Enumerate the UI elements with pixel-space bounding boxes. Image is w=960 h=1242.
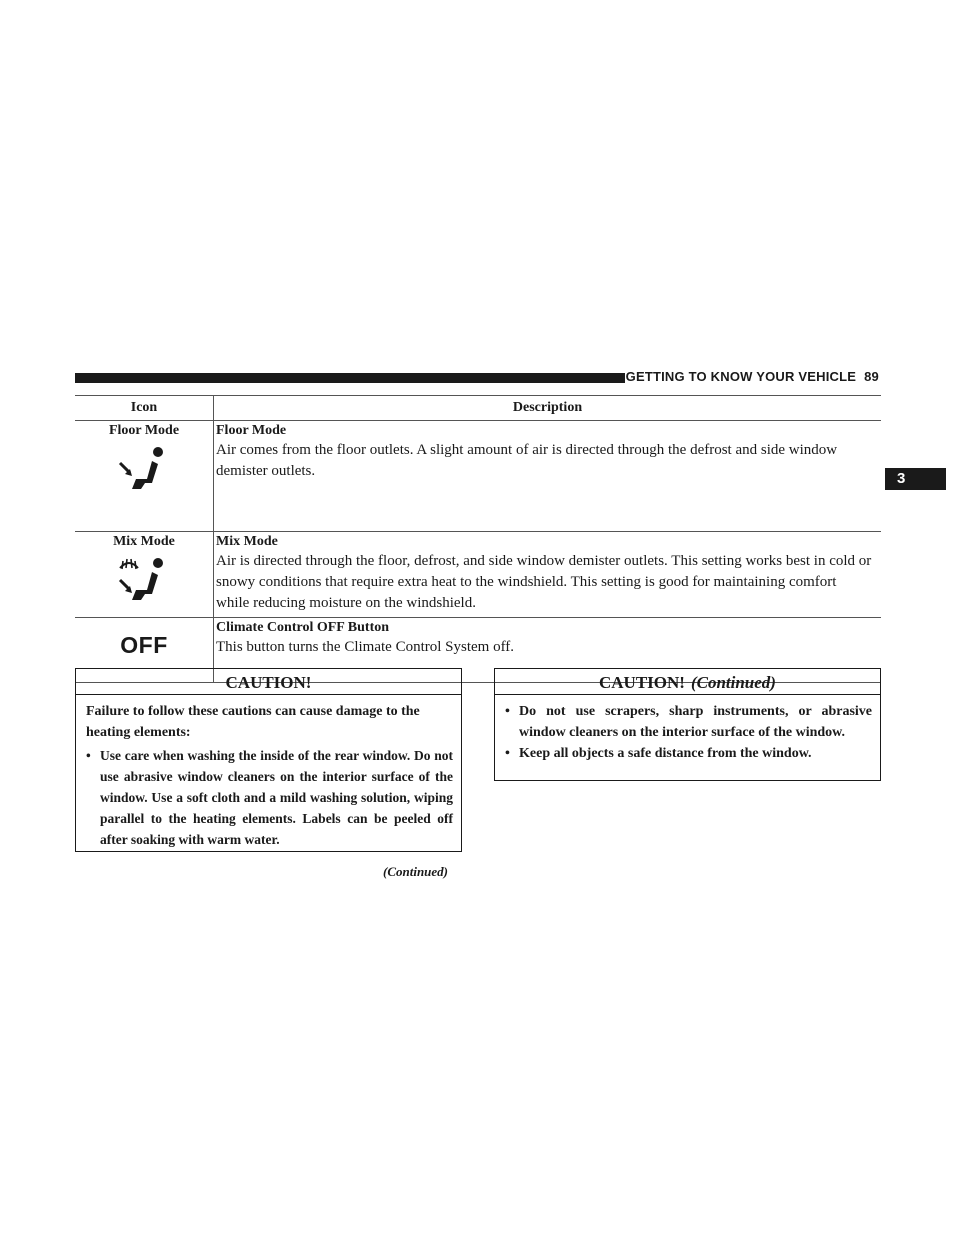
caution-body [76,695,461,858]
caution-bullet: • Keep all objects a safe distance from the window. [505,743,872,764]
caution-title-text: CAUTION! [599,673,685,692]
row-description: This button turns the Climate Control System off. [216,639,515,655]
row-title: Mix Mode [216,534,278,549]
continued-note: (Continued) [383,864,449,879]
caution-title-suffix: (Continued) [690,673,776,692]
page-header [626,369,879,384]
icon-cell [75,532,214,618]
row-description: Air is directed through the floor, defrost, and side window demister outlets. This setting works best in cold or snowy conditions that require extra heat to the windshield. This setting is good for maintaining comfort while reducing moisture on the windshield. [216,553,872,611]
description-cell [214,532,882,618]
page-number: 89 [864,369,879,384]
col-icon-header: Icon [75,396,214,421]
table-row [75,421,881,532]
icon-label: Mix Mode [113,534,175,549]
mix-mode-icon [114,554,174,608]
caution-box-left [75,668,462,852]
caution-body [495,695,880,772]
icon-label: Floor Mode [108,423,180,438]
header-rule [75,373,625,383]
icon-cell [75,421,214,532]
col-description-header: Description [214,396,882,421]
description-cell [214,421,882,532]
off-icon: OFF [120,632,168,658]
section-title: GETTING TO KNOW YOUR VEHICLE [625,369,857,384]
climate-modes-table [75,395,881,683]
row-description: Air comes from the floor outlets. A slight amount of air is directed through the defrost and side window demister outlets. [216,442,838,479]
caution-title [76,669,461,695]
chapter-tab: 3 [885,468,946,490]
caution-bullet: • Do not use scrapers, sharp instruments, or abrasive window cleaners on the interior surface of the window. [505,701,872,743]
caution-box-right [494,668,881,781]
caution-bullet: • Use care when washing the inside of the rear window. Do not use abrasive window cleaners on the interior surface of the window. Use a soft cloth and a mild washing solution, wiping parallel to the heating elements. Labels can be peeled off after soaking with warm water. [86,745,453,850]
caution-intro: Failure to follow these cautions can cause damage to the heating elements: [86,704,420,740]
row-title: Floor Mode [216,423,287,438]
caution-title-text: CAUTION! [225,673,312,692]
floor-mode-icon [114,443,174,497]
caution-title [495,669,880,695]
row-title: Climate Control OFF Button [216,620,390,635]
table-header-row [75,396,881,421]
table-row [75,532,881,618]
